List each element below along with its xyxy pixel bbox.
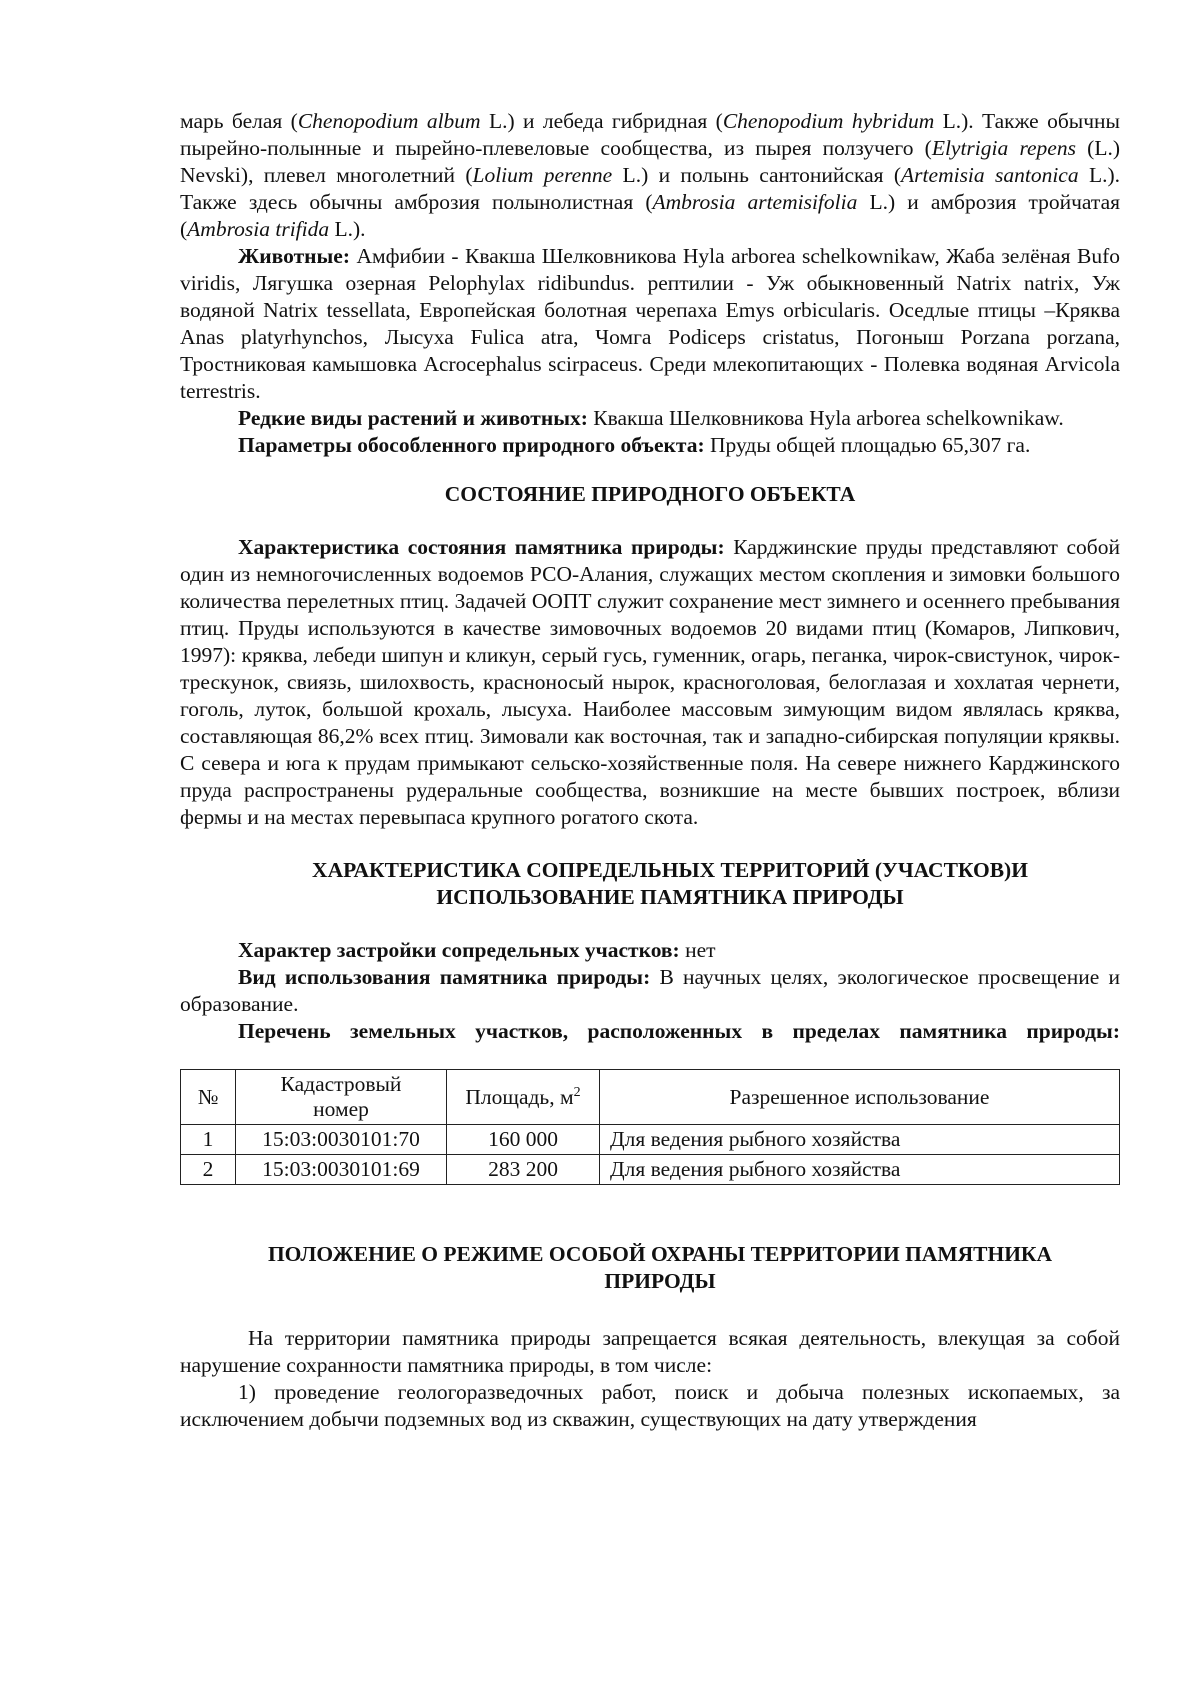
use-text: В научных целях, экологическое просвещение и образование. xyxy=(180,965,1120,1016)
animals-text: Амфибии - Квакша Шелковникова Hyla arborea schelkownikaw, Жаба зелёная Bufo viridis, Лягушка озерная Pelophylax ridibundus. рептилии - Уж обыкновенный Natrix natrix, Уж водяной Natrix tessellata, Европейская болотная черепаха Emys orbicularis. Оседлые птицы –Кряква Anas platyrhynchos, Лысуха Fulica atra, Чомга Podiceps cristatus, Погоныш Porzana porzana, Тростниковая камышовка Acrocephalus scirpaceus. Среди млекопитающих - Полевка водяная Arvicola terrestris. xyxy=(180,244,1120,403)
building-label: Характер застройки сопредельных участков: xyxy=(238,938,680,962)
table-row xyxy=(181,1125,1120,1155)
rare-species-label: Редкие виды растений и животных: xyxy=(238,406,588,430)
table-row xyxy=(181,1155,1120,1185)
cell-cadastral: 15:03:0030101:69 xyxy=(236,1155,447,1185)
section-title-line: ХАРАКТЕРИСТИКА СОПРЕДЕЛЬНЫХ ТЕРРИТОРИЙ (УЧАСТКОВ)И xyxy=(312,858,1028,882)
section-title-line: ИСПОЛЬЗОВАНИЕ ПАМЯТНИКА ПРИРОДЫ xyxy=(436,885,904,909)
intro-paragraph xyxy=(180,108,1120,243)
params-label: Параметры обособленного природного объекта: xyxy=(238,433,705,457)
use-paragraph xyxy=(180,964,1120,1018)
regime-paragraph-1: На территории памятника природы запрещается всякая деятельность, влекущая за собой нарушение сохранности памятника природы, в том числе: xyxy=(180,1326,1120,1377)
params-paragraph xyxy=(180,432,1120,459)
rare-species-text: Квакша Шелковникова Hyla arborea schelkownikaw. xyxy=(587,406,1064,430)
state-text: Карджинские пруды представляют собой один из немногочисленных водоемов РСО-Алания, служащих местом скопления и зимовки большого количества перелетных птиц. Задачей ООПТ служит сохранение мест зимнего и осеннего пребывания птиц. Пруды используются в качестве зимовочных водоемов 20 видами птиц (Комаров, Липкович, 1997): кряква, лебеди шипун и кликун, серый гусь, гуменник, огарь, пеганка, чирок-свистунок, чирок-трескунок, свиязь, шилохвость, красноносый нырок, красноголовая, белоглазая и хохлатая чернети, гоголь, луток, большой крохаль, лысуха. Наиболее массовым зимующим видом являлась кряква, составляющая 86,2% всех птиц. Зимовали как восточная, так и западно-сибирская популяции кряквы. С севера и юга к прудам примыкают сельско-хозяйственные поля. На севере нижнего Карджинского пруда распространены рудеральные сообщества, возникшие на месте бывших построек, вблизи фермы и на местах перевыпаса крупного рогатого скота. xyxy=(180,535,1120,829)
section-title-line: ПРИРОДЫ xyxy=(604,1269,716,1293)
section-title-regime xyxy=(180,1241,1120,1295)
header-cadastral xyxy=(236,1070,447,1125)
intro-text-4: (L.) Nevski), плевел многолетний ( xyxy=(180,136,1120,187)
header-use: Разрешенное использование xyxy=(600,1070,1120,1125)
regime-paragraph-2: 1) проведение геологоразведочных работ, поиск и добыча полезных ископаемых, за исключением добычи подземных вод из скважин, существующих на дату утверждения xyxy=(180,1380,1120,1431)
cell-use: Для ведения рыбного хозяйства xyxy=(600,1125,1120,1155)
section-title-state: СОСТОЯНИЕ ПРИРОДНОГО ОБЪЕКТА xyxy=(444,482,856,506)
land-plots-table xyxy=(180,1069,1120,1185)
header-num: № xyxy=(181,1070,236,1125)
land-list-paragraph xyxy=(180,1018,1120,1045)
header-cadastral-line: номер xyxy=(313,1097,369,1121)
document-content xyxy=(180,108,1120,1433)
intro-text-8: L.). xyxy=(329,217,366,241)
intro-text-3: L.). Также обычны пырейно-полынные и пырейно-плевеловые сообщества, из пырея ползучего ( xyxy=(180,109,1120,160)
cell-cadastral: 15:03:0030101:70 xyxy=(236,1125,447,1155)
state-paragraph xyxy=(180,534,1120,831)
latin-name: Elytrigia repens xyxy=(931,136,1076,160)
rare-species-paragraph xyxy=(180,405,1120,432)
cell-area: 160 000 xyxy=(447,1125,600,1155)
section-title-adjacent xyxy=(180,857,1120,911)
cell-num: 2 xyxy=(181,1155,236,1185)
latin-name: Ambrosia artemisifolia xyxy=(652,190,858,214)
cell-area: 283 200 xyxy=(447,1155,600,1185)
building-text: нет xyxy=(679,938,716,962)
params-text: Пруды общей площадью 65,307 га. xyxy=(704,433,1031,457)
header-area-superscript: 2 xyxy=(573,1084,581,1100)
state-label: Характеристика состояния памятника природы: xyxy=(238,535,725,559)
building-paragraph xyxy=(180,937,1120,964)
intro-text-2: L.) и лебеда гибридная ( xyxy=(480,109,723,133)
header-area xyxy=(447,1070,600,1125)
cell-num: 1 xyxy=(181,1125,236,1155)
intro-text-5: L.) и полынь сантонийская ( xyxy=(612,163,902,187)
latin-name: Chenopodium album xyxy=(297,109,481,133)
use-label: Вид использования памятника природы: xyxy=(238,965,651,989)
header-area-label: Площадь, м xyxy=(465,1084,574,1109)
latin-name: Ambrosia trifida xyxy=(187,217,330,241)
animals-label: Животные: xyxy=(238,244,351,268)
table-header-row xyxy=(181,1070,1120,1125)
latin-name: Lolium perenne xyxy=(472,163,613,187)
land-list-label: Перечень земельных участков, расположенных в пределах памятника природы: xyxy=(238,1019,1120,1043)
intro-text-1: марь белая ( xyxy=(180,109,298,133)
latin-name: Chenopodium hybridum xyxy=(722,109,935,133)
latin-name: Artemisia santonica xyxy=(901,163,1079,187)
header-cadastral-line: Кадастровый xyxy=(280,1072,402,1096)
intro-text-7: L.) и амброзия тройчатая ( xyxy=(180,190,1121,241)
cell-use: Для ведения рыбного хозяйства xyxy=(600,1155,1120,1185)
intro-text-6: L.). Также здесь обычны амброзия полынолистная ( xyxy=(180,163,1120,214)
animals-paragraph xyxy=(180,243,1120,405)
section-title-line: ПОЛОЖЕНИЕ О РЕЖИМЕ ОСОБОЙ ОХРАНЫ ТЕРРИТОРИИ ПАМЯТНИКА xyxy=(267,1242,1053,1266)
